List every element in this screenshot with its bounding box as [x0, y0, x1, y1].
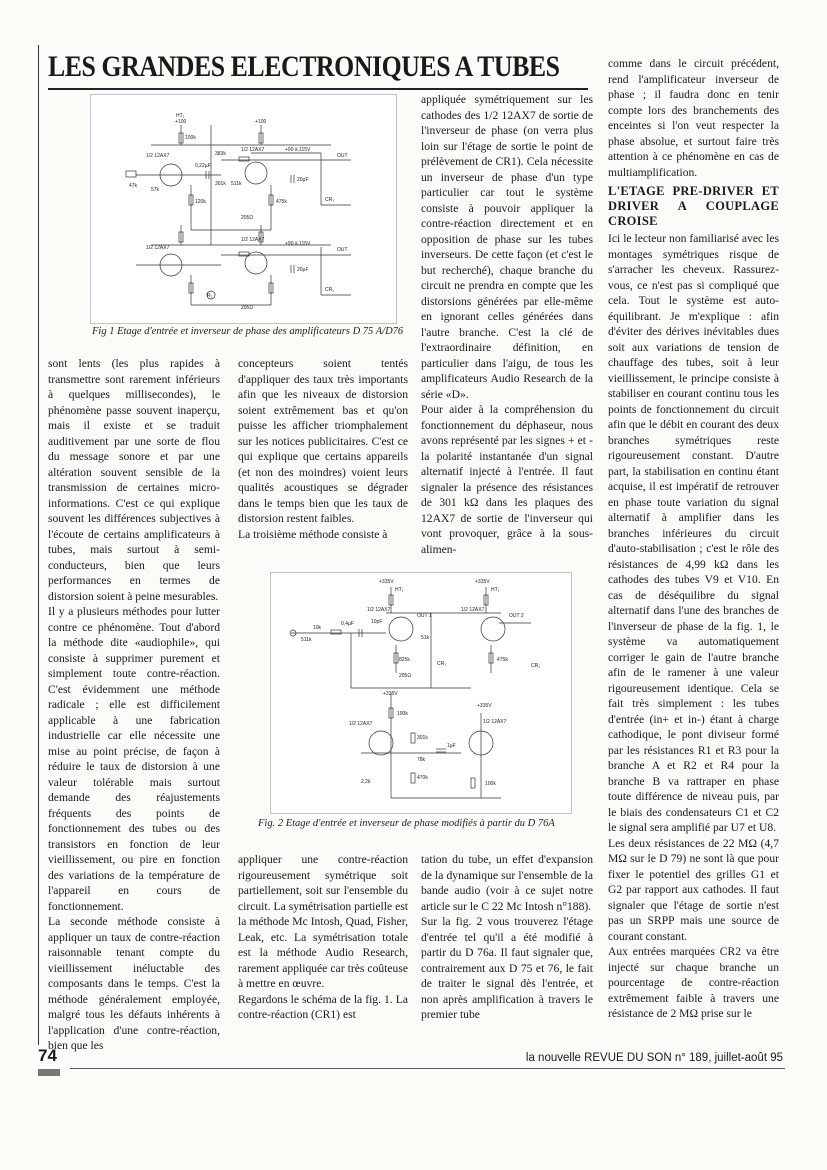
- fig1-label-r475a: 475k: [276, 199, 287, 205]
- figure-1-svg: [91, 95, 396, 323]
- col1-paragraph-1: sont lents (les plus rapides à transmettre sont rarement inférieurs à quelques millisecondes), le phénomène passe souvent inaperçu, mais il existe et se traduit auditivement par une sorte de flou du message sonore et par une altération souvent sensible de la transmission de certaines micro-informations. C'est ce qui explique souvent les différences subjectives à l'écoute de certains amplificateurs à tubes, mais surtout à semi-conducteurs, bien que leurs performances en termes de distorsion soient à peine mesurables.: [48, 357, 220, 603]
- fig1-label-c022: 0,22µF: [195, 163, 211, 169]
- col3-paragraph-1: appliquée symétriquement sur les cathodes des 1/2 12AX7 de sortie de l'inverseur de phase (on verra plus loin sur l'étage de sortie le point de prélèvement de CR1). Cela nécessite un inverseur de phase d'un type particulier car tout le système consiste à pouvoir appliquer la contre-réaction directement et en opposition de phase sur les tubes inverseurs. De cette façon (et c'est le but recherché), chaque branche du circuit ne prendra en compte que les distorsions générées par elle-même en ignorant celles générées dans l'autre branche. C'est la clé de l'extraordinaire définition, en particulier dans l'aigu, de tous les amplificateurs Audio Research de la série «D».: [421, 93, 593, 401]
- fig1-label-ht90b: +90 à 115V: [285, 241, 311, 247]
- fig1-label-r205: 205Ω: [241, 215, 254, 221]
- fig2-label-cr1b: CR₁: [531, 663, 540, 669]
- publication-footer: la nouvelle REVUE DU SON n° 189, juillet-août 95: [525, 1052, 783, 1064]
- fig1-label-r57k: 57k: [151, 187, 160, 193]
- fig2-label-r10k: 10k: [313, 625, 322, 631]
- fig1-label-tube-d: 1/2 12AX7: [241, 237, 265, 243]
- figure-2-caption: Fig. 2 Etage d'entrée et inverseur de phase modifiés à partir du D 76A: [258, 818, 555, 829]
- fig1-label-ht90a: +90 à 115V: [285, 147, 311, 153]
- fig1-label-cr1b: CR₁: [325, 287, 334, 293]
- fig2-label-r511: 511k: [301, 637, 312, 643]
- fig2-label-tube-d: 1/2 12AX7: [483, 719, 507, 725]
- fig1-label-out1: OUT: [337, 153, 348, 159]
- fig1-label-r205b: 205Ω: [241, 305, 254, 311]
- fig1-label-out2: OUT: [337, 247, 348, 253]
- fig2-label-ht2: HT₁: [491, 587, 500, 593]
- fig2-label-cr1a: CR₁: [437, 661, 446, 667]
- fig2-label-c04: 0,4µF: [341, 621, 354, 627]
- fig1-label-c20a: 20µF: [297, 177, 309, 183]
- fig2-label-r825: 825k: [399, 657, 410, 663]
- fig1-label-r120: 120k: [195, 199, 206, 205]
- col2-paragraph-4: Regardons le schéma de la fig. 1. La contre-réaction (CR1) est: [238, 992, 408, 1021]
- col3-paragraph-2: Pour aider à la compréhension du fonctionnement du déphaseur, nous avons représenté par les signes + et - la polarité instantanée d'un signal alternatif injecté à l'entrée. Il faut signaler la présence des résistances de 301 kΩ dans les plaques des 12AX7 de sortie de l'inverseur qui vont provoquer, grâce à la sous-alimen-: [421, 403, 593, 556]
- section-heading: L'ETAGE PRE-DRIVER ET DRIVER A COUPLAGE CROISE: [608, 184, 779, 228]
- figure-1-caption: Fig 1 Etage d'entrée et inverseur de phase des amplificateurs D 75 A/D76: [92, 326, 404, 337]
- fig1-label-tube-c: 1/2 12AX7: [146, 245, 170, 251]
- column-4: [608, 56, 779, 1022]
- left-frame-rule: [38, 45, 39, 1045]
- fig1-label-c20b: 20µF: [297, 267, 309, 273]
- col4-paragraph-2: Ici le lecteur non familiarisé avec les montages symétriques risque de s'arracher les cheveux. Rassurez-vous, ce n'est pas si compliqué que cela. Tout le système est auto-équilibrant. Je m'explique : afin d'éviter des dérives inévitables dues soit aux variations de tension de chauffage des tubes, soit à leur vieillissement, le principe consiste à stabiliser en courant continu tous les points de fonctionnement du circuit afin que le débit en courant des deux branches symétriques reste rigoureusement constant. D'autre part, la stabilisation en continu étant acquise, il est impératif de retrouver en phase toute variation du signal alternatif à amplifier dans les branches inférieures du circuit d'auto-stabilisation ; c'est le rôle des résistances de 4,99 kΩ dans les cathodes des tubes V9 et V10. En cas de déséquilibre du signal alternatif dans l'une des branches de l'inverseur de phase de la fig. 1, le système va automatiquement corriger le gain de l'autre branche afin de le ramener à une valeur rigoureusement identique. Cela se fait très simplement : les tubes d'entrée (in+ et in-) étant à charge cathodique, le pont diviseur formé par les résistances R1 et R3 pour la branche A et R2 et R4 pour la branche B va rattraper en phase toute différence de niveau puis, par le biais des condensateurs C1 et C2 le signal sera amplifié par U7 et U8.: [608, 232, 779, 834]
- fig1-label-r301k: 301k: [215, 181, 226, 187]
- column-1: [48, 356, 220, 1054]
- fig1-label-tube-b: 1/2 12AX7: [241, 147, 265, 153]
- title-rule: [48, 88, 588, 90]
- column-2-top: [238, 356, 408, 542]
- footer-rule: [70, 1068, 785, 1069]
- col1-paragraph-2: Il y a plusieurs méthodes pour lutter contre ce phénomène. Tout d'abord la méthode dite «audiophile», qui consiste à supprimer purement et simplement toute contre-réaction. C'est évidemment une méthode radicale ; elle est difficilement applicable à une fabrication industrielle car elle nécessite une mise au point précise, de façon à réduire le taux de distorsion à une valeur tolérable mais surtout demande des réajustements fréquents des points de fonctionnement des tubes ou des transistors en fonction de leur vieillissement, ou pire en fonction des variations de la température de l'appareil en cours de fonctionnement.: [48, 605, 220, 913]
- fig1-label-r383: 383k: [215, 151, 226, 157]
- fig2-label-v335a: +335V: [379, 579, 394, 585]
- fig2-label-v335b: +335V: [475, 579, 490, 585]
- fig2-label-r205: 205Ω: [399, 673, 412, 679]
- fig2-label-r475: 475k: [497, 657, 508, 663]
- fig1-label-r100k: 100k: [185, 135, 196, 141]
- figure-2-schematic: [270, 572, 572, 814]
- col3-paragraph-4: Sur la fig. 2 vous trouverez l'étage d'entrée tel qu'il a été modifié à partir du D 76a. Il faut signaler que, contrairement aux D 75 et 76, le fait de traiter le signal dès l'entrée, et non après amplification à travers le premier tube: [421, 915, 593, 1021]
- fig2-label-v335c: +335V: [383, 691, 398, 697]
- fig1-label-tube-a: 1/2 12AX7: [146, 153, 170, 159]
- fig2-label-ht1: HT₁: [395, 587, 404, 593]
- fig2-label-tube-b: 1/2 12AX7: [461, 607, 485, 613]
- col2-paragraph-1: concepteurs soient tentés d'appliquer des taux très importants afin que les niveaux de distorsion soient extrêmement bas et qu'on puisse les afficher triomphalement sur les notices publicitaires. C'est ce qui explique que certains appareils (et non des moindres) voient leurs qualités acoustiques se dégrader dans le temps bien que les taux de distorsion restent faibles.: [238, 357, 408, 525]
- fig2-label-r100b: 100k: [485, 781, 496, 787]
- col4-paragraph-3: Les deux résistances de 22 MΩ (4,7 MΩ sur le D 79) ne sont là que pour fixer le potentiel des grilles G1 et G2 par rapport aux cathodes. Il faut signaler que l'étage de sortie n'est pas un SRPP mais une source de courant constant.: [608, 836, 779, 943]
- fig2-label-tube-c: 1/2 12AX7: [349, 721, 373, 727]
- fig1-label-in-mark: R₂: [207, 293, 213, 299]
- column-3-bottom: [421, 852, 593, 1023]
- fig2-label-r470: 470k: [417, 775, 428, 781]
- fig2-label-r78: 78k: [417, 757, 426, 763]
- fig2-label-tube-a: 1/2 12AX7: [367, 607, 391, 613]
- col3-paragraph-3: tation du tube, un effet d'expansion de la dynamique sur l'ensemble de la bande audio (voir à ce sujet notre article sur le C 22 Mc Intosh n°188).: [421, 853, 593, 913]
- col2-paragraph-2: La troisième méthode consiste à: [238, 527, 388, 541]
- fig2-label-out2: OUT 2: [509, 613, 524, 619]
- fig2-label-c1: 1µF: [447, 743, 456, 749]
- figure-1-schematic: [90, 94, 397, 324]
- fig1-label-ht1: HT₁: [176, 113, 185, 119]
- column-2-bottom: [238, 852, 408, 1023]
- col1-paragraph-3: La seconde méthode consiste à appliquer un taux de contre-réaction raisonnable tenant compte du vieillissement inéluctable des composants dans le temps. C'est la méthode généralement employée, malgré tous les défauts inhérents à l'application d'une contre-réaction, bien que les: [48, 915, 220, 1052]
- fig2-label-c10p: 10pF: [371, 619, 383, 625]
- figure-2-svg: [271, 573, 571, 813]
- page-number: 74: [38, 1046, 57, 1065]
- fig2-label-r22: 2,2k: [361, 779, 371, 785]
- fig2-label-v335d: +335V: [477, 703, 492, 709]
- fig2-label-r301: 301k: [417, 735, 428, 741]
- fig1-label-v100b: +100: [255, 119, 267, 125]
- fig1-label-r511: 511k: [231, 181, 242, 187]
- page-number-bar: [38, 1069, 60, 1076]
- col4-paragraph-1: comme dans le circuit précédent, rend l'amplificateur inverseur de phase ; il faudra donc en tenir compte lors des branchements des enceintes si l'on veut respecter la phase absolue, et surtout faire très attention à ce phénomène en cas de multiamplification.: [608, 57, 779, 179]
- fig2-label-r100a: 100k: [397, 711, 408, 717]
- fig2-label-out1: OUT 1: [417, 613, 432, 619]
- fig2-label-r51: 51k: [421, 635, 430, 641]
- fig1-label-r47: 47k: [129, 183, 138, 189]
- article-title: LES GRANDES ELECTRONIQUES A TUBES: [48, 50, 560, 83]
- col2-paragraph-3: appliquer une contre-réaction rigoureusement symétrique soit partiellement, soit sur l'ensemble du circuit. La symétrisation partielle est la méthode Mc Intosh, Quad, Fisher, Leak, etc. La symétrisation totale est la méthode Audio Research, rarement appliquée car très coûteuse à mettre en œuvre.: [238, 853, 408, 990]
- fig1-label-cr1a: CR₁: [325, 197, 334, 203]
- fig1-label-v100a: +100: [175, 119, 187, 125]
- col4-paragraph-4: Aux entrées marquées CR2 va être injecté sur chaque branche un pourcentage de contre-réaction extrêmement faible à travers une résistance de 2 MΩ prise sur le: [608, 945, 779, 1020]
- column-3-top: [421, 92, 593, 557]
